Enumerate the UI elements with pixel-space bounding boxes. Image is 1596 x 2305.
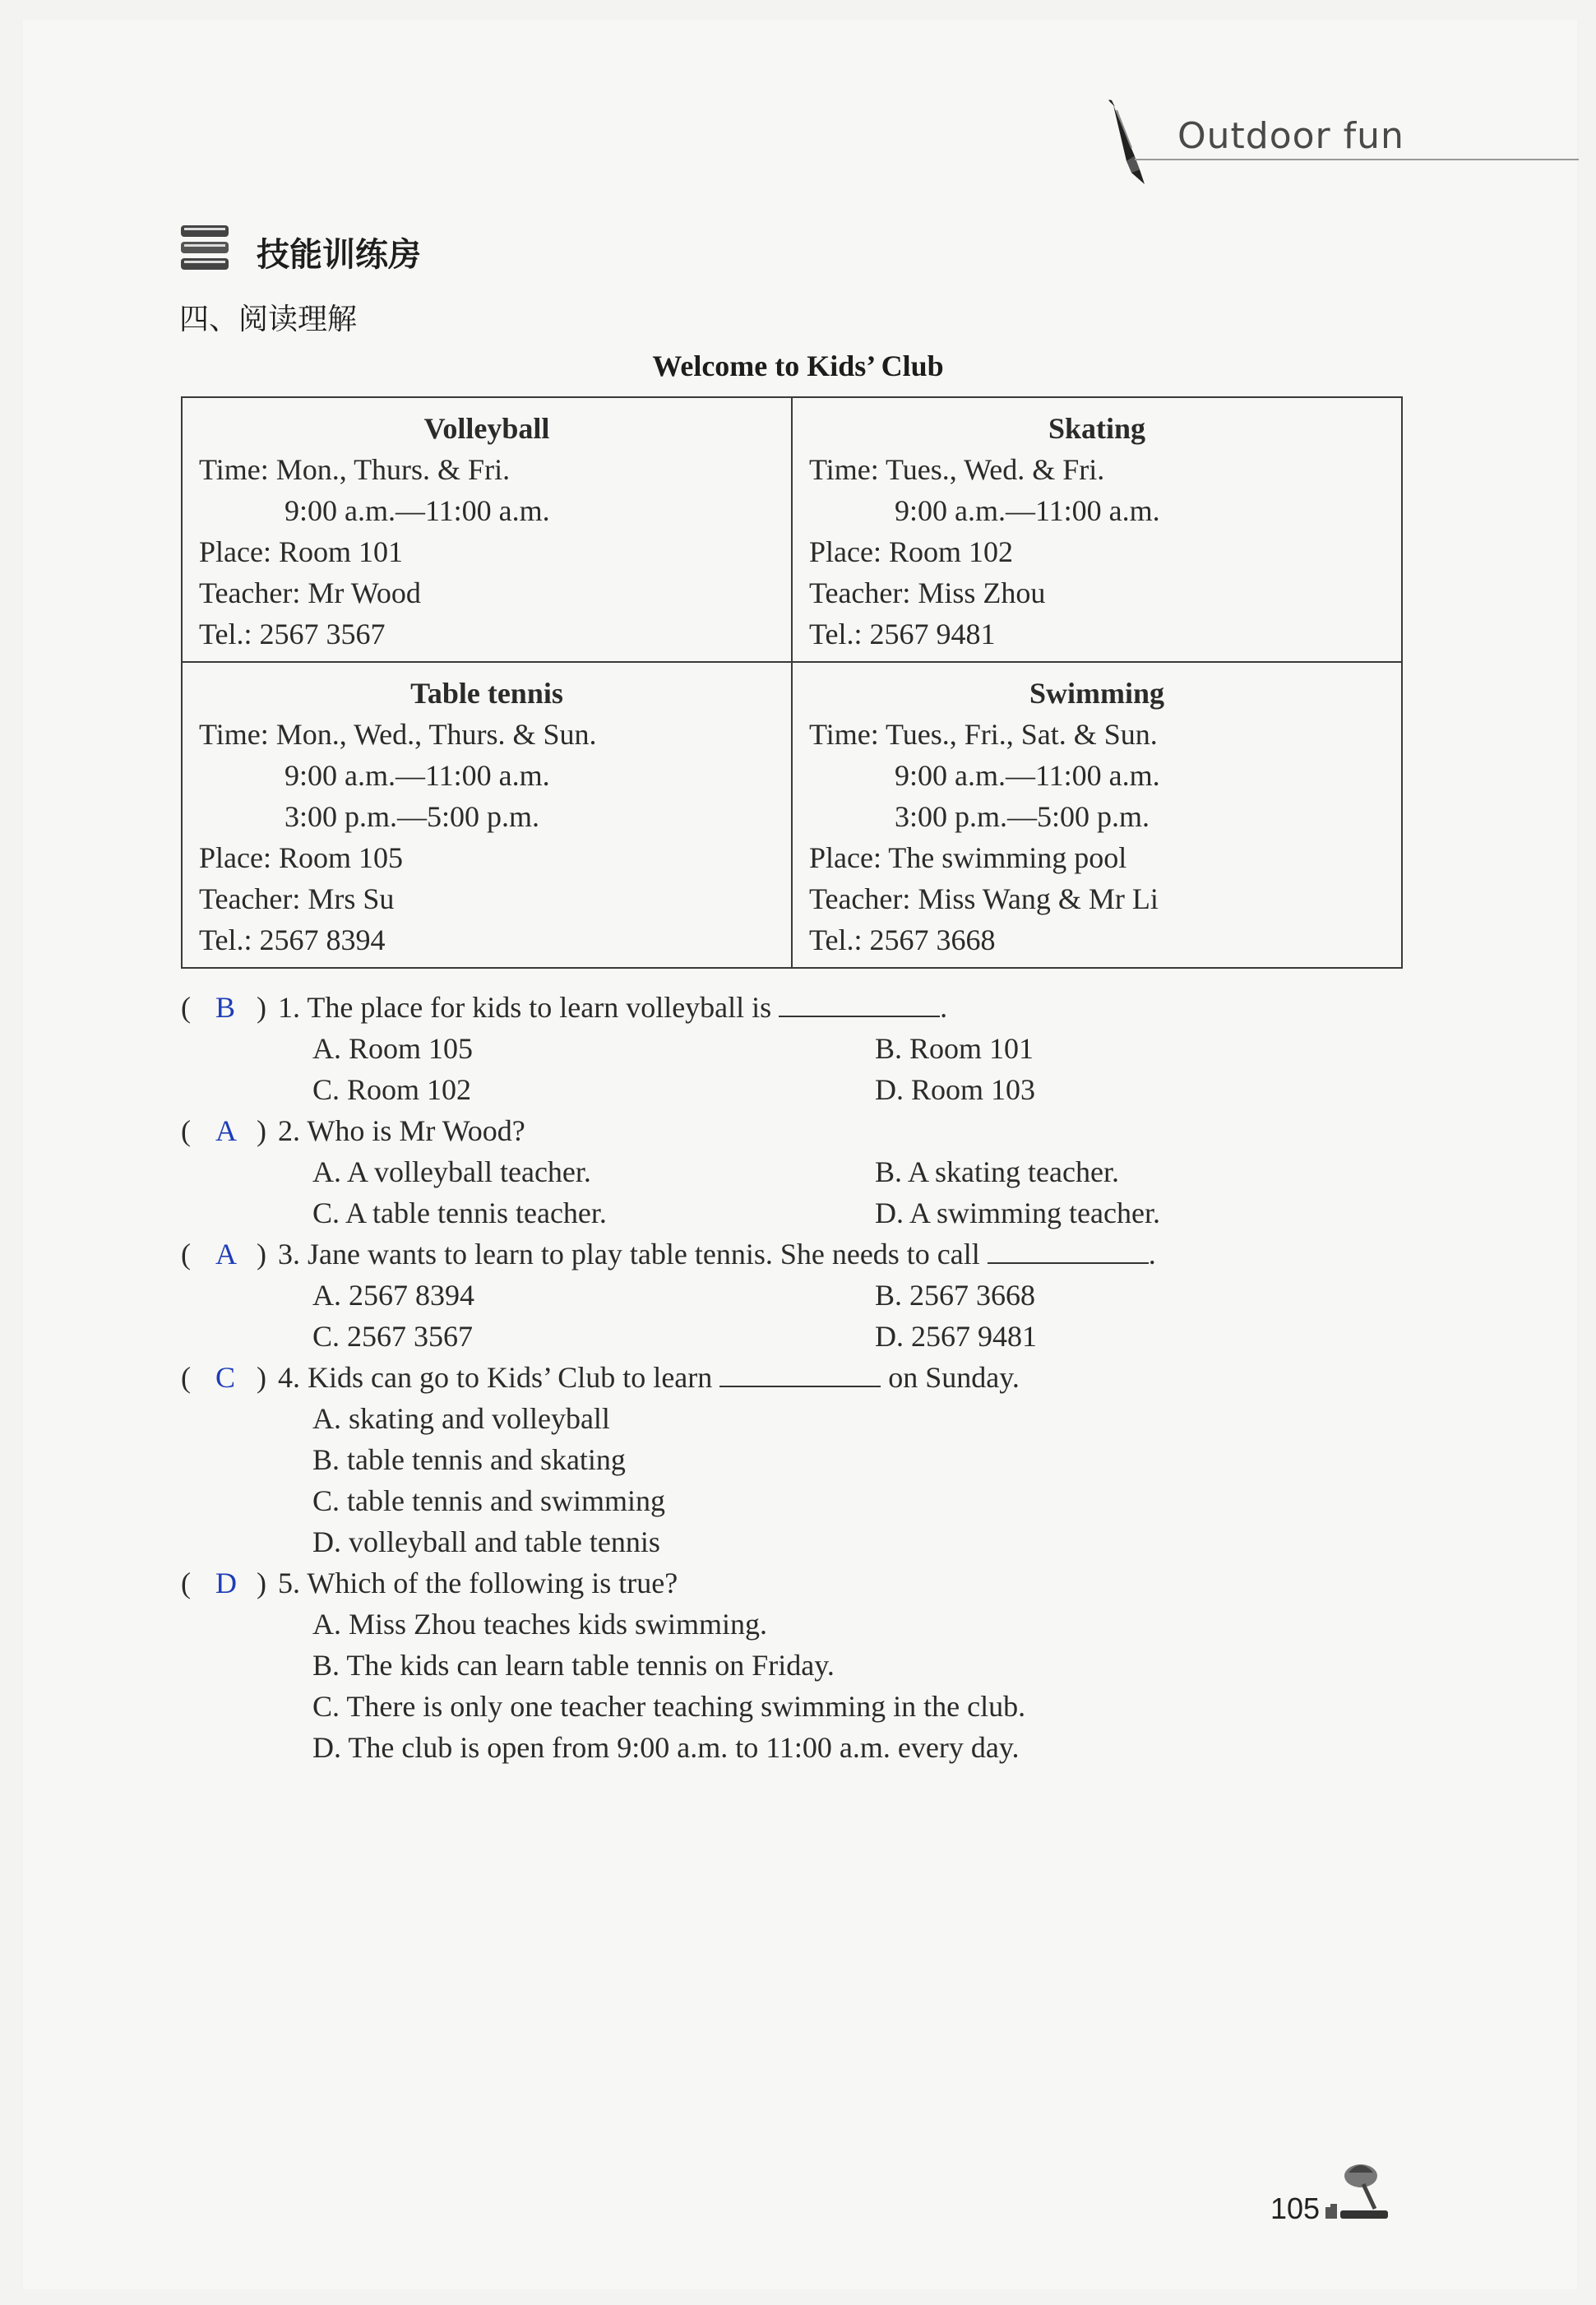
activity-time: Time: Mon., Thurs. & Fri.	[199, 453, 511, 486]
option: B. table tennis and skating	[312, 1443, 626, 1476]
activity-teacher: Teacher: Mrs Su	[199, 882, 395, 915]
activity-time: Time: Mon., Wed., Thurs. & Sun.	[199, 718, 597, 751]
activity-time-slot: 9:00 a.m.—11:00 a.m.	[285, 494, 550, 527]
answer-bracket-close: )	[257, 1238, 266, 1271]
club-title: Welcome to Kids’ Club	[652, 349, 944, 382]
activity-place: Place: Room 101	[199, 535, 403, 568]
activity-cell-skating	[792, 397, 1402, 662]
header-divider	[1135, 159, 1579, 160]
activity-name: Skating	[1048, 412, 1146, 445]
answer-bracket-close: )	[257, 1114, 266, 1147]
options-row	[181, 1480, 1414, 1521]
options-row	[181, 1275, 1414, 1316]
answer-bracket-close: )	[257, 1567, 266, 1599]
options-row	[181, 1439, 1414, 1480]
activity-tel: Tel.: 2567 3668	[809, 923, 996, 956]
activity-place: Place: Room 105	[199, 841, 403, 874]
question-2	[181, 1110, 1414, 1151]
activity-time-slot: 9:00 a.m.—11:00 a.m.	[285, 759, 550, 792]
section-title: 技能训练房	[257, 236, 421, 274]
option: A. 2567 8394	[312, 1279, 474, 1312]
answer-bracket-open: (	[181, 1238, 191, 1271]
question-text: 1. The place for kids to learn volleyball is .	[278, 991, 948, 1024]
activity-place: Place: Room 102	[809, 535, 1013, 568]
question-text: 4. Kids can go to Kids’ Club to learn on Sunday.	[278, 1361, 1020, 1394]
option: D. 2567 9481	[875, 1320, 1037, 1353]
option: C. table tennis and swimming	[312, 1484, 665, 1517]
option: C. Room 102	[312, 1073, 472, 1106]
desk-lamp-icon	[1324, 2155, 1398, 2229]
option: B. 2567 3668	[875, 1279, 1036, 1312]
option: A. Miss Zhou teaches kids swimming.	[312, 1608, 767, 1641]
activity-name: Volleyball	[423, 412, 550, 445]
activity-name: Swimming	[1029, 677, 1165, 710]
pen-icon	[1102, 99, 1168, 189]
activity-teacher: Teacher: Miss Wang & Mr Li	[809, 882, 1159, 915]
answer-bracket-open: (	[181, 1567, 191, 1599]
option: C. A table tennis teacher.	[312, 1196, 607, 1229]
question-text: 3. Jane wants to learn to play table tennis. She needs to call .	[278, 1238, 1156, 1271]
options-row	[181, 1069, 1414, 1110]
answer-bracket-open: (	[181, 991, 191, 1024]
activity-cell-swimming	[792, 662, 1402, 968]
option: D. A swimming teacher.	[875, 1196, 1160, 1229]
activity-tel: Tel.: 2567 9481	[809, 618, 996, 650]
answer-mark: C	[215, 1361, 236, 1394]
activity-teacher: Teacher: Mr Wood	[199, 576, 421, 609]
answer-blank	[719, 1361, 881, 1387]
activity-tel: Tel.: 2567 8394	[199, 923, 386, 956]
option: D. Room 103	[875, 1073, 1036, 1106]
activity-time-slot: 9:00 a.m.—11:00 a.m.	[895, 759, 1160, 792]
options-row	[181, 1316, 1414, 1357]
options-row	[181, 1686, 1414, 1727]
answer-bracket-open: (	[181, 1361, 191, 1394]
option: A. A volleyball teacher.	[312, 1155, 591, 1188]
options-row	[181, 1645, 1414, 1686]
option: D. The club is open from 9:00 a.m. to 11:00 a.m. every day.	[312, 1731, 1020, 1764]
activity-cell-volleyball	[182, 397, 792, 662]
option: A. skating and volleyball	[312, 1402, 610, 1435]
page-number: 105	[1270, 2192, 1321, 2225]
answer-mark: A	[215, 1238, 237, 1271]
option: C. There is only one teacher teaching swimming in the club.	[312, 1690, 1026, 1723]
answer-blank	[779, 991, 940, 1017]
activity-cell-table-tennis	[182, 662, 792, 968]
answer-blank	[988, 1238, 1149, 1264]
answer-mark: D	[215, 1567, 237, 1599]
activity-time: Time: Tues., Fri., Sat. & Sun.	[809, 718, 1158, 751]
activity-place: Place: The swimming pool	[809, 841, 1127, 874]
activity-tel: Tel.: 2567 3567	[199, 618, 386, 650]
options-row	[181, 1028, 1414, 1069]
options-row	[181, 1727, 1414, 1768]
option: A. Room 105	[312, 1032, 474, 1065]
question-5	[181, 1562, 1414, 1604]
options-row	[181, 1192, 1414, 1233]
activity-time-slot: 3:00 p.m.—5:00 p.m.	[285, 800, 540, 833]
table-row	[182, 397, 1402, 662]
books-icon	[179, 222, 237, 275]
answer-bracket-close: )	[257, 1361, 266, 1394]
question-text: 5. Which of the following is true?	[278, 1567, 678, 1599]
answer-bracket-close: )	[257, 991, 266, 1024]
question-list	[181, 987, 1414, 1768]
table-row	[182, 662, 1402, 968]
question-3	[181, 1233, 1414, 1275]
question-text: 2. Who is Mr Wood?	[278, 1114, 525, 1147]
activity-time-slot: 9:00 a.m.—11:00 a.m.	[895, 494, 1160, 527]
question-4	[181, 1357, 1414, 1398]
options-row	[181, 1151, 1414, 1192]
activity-teacher: Teacher: Miss Zhou	[809, 576, 1046, 609]
options-row	[181, 1604, 1414, 1645]
option: C. 2567 3567	[312, 1320, 474, 1353]
option: B. The kids can learn table tennis on Friday.	[312, 1649, 835, 1682]
question-1	[181, 987, 1414, 1028]
header-title: Outdoor fun	[1177, 115, 1404, 157]
option: B. A skating teacher.	[875, 1155, 1119, 1188]
answer-mark: B	[215, 991, 236, 1024]
option: B. Room 101	[875, 1032, 1034, 1065]
part-title: 四、阅读理解	[179, 303, 358, 336]
activity-name: Table tennis	[410, 677, 563, 710]
activity-time-slot: 3:00 p.m.—5:00 p.m.	[895, 800, 1150, 833]
activity-time: Time: Tues., Wed. & Fri.	[809, 453, 1105, 486]
answer-bracket-open: (	[181, 1114, 191, 1147]
club-schedule-table	[181, 396, 1403, 969]
option: D. volleyball and table tennis	[312, 1525, 660, 1558]
answer-mark: A	[215, 1114, 237, 1147]
options-row	[181, 1398, 1414, 1439]
options-row	[181, 1521, 1414, 1562]
